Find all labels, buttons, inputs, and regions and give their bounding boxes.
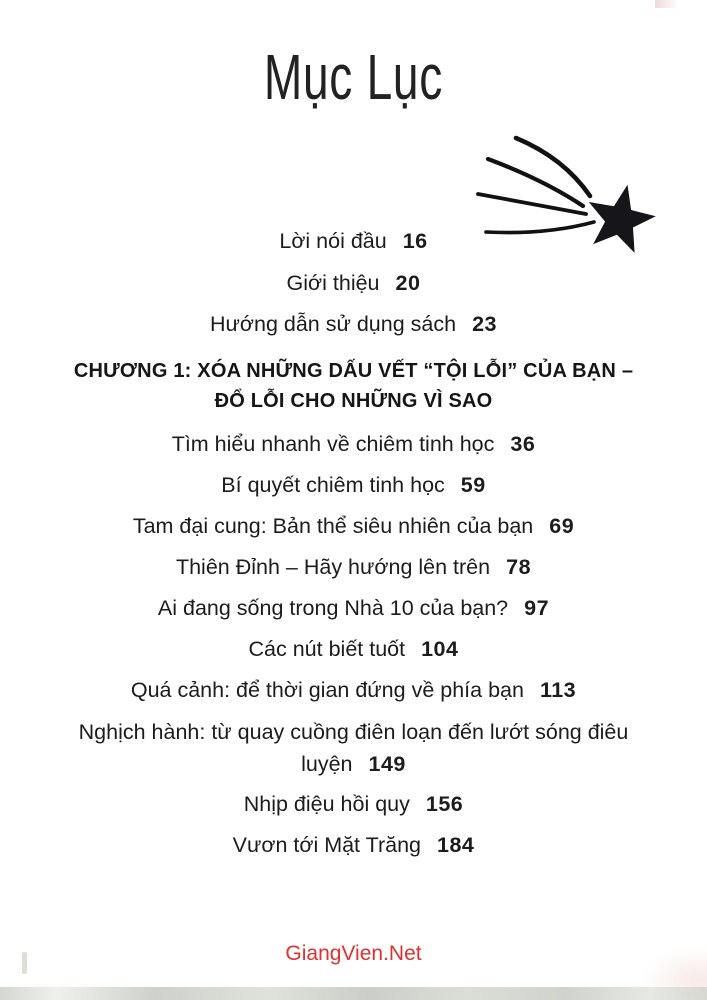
toc-entry-page-number: 78 (506, 555, 532, 579)
toc-entry (74, 588, 634, 629)
toc-entry (74, 506, 634, 547)
chapter-heading-line1: CHƯƠNG 1: XÓA NHỮNG DẤU VẾT “TỘI LỖI” CỦA BẠN – (73, 360, 634, 382)
toc-entry-label: Bí quyết chiêm tinh học (221, 473, 445, 497)
toc-entry (0, 304, 707, 346)
watermark-footer (0, 942, 707, 966)
chapter-heading (0, 356, 707, 416)
toc-entry (74, 424, 634, 465)
toc-entry-page-number: 149 (368, 752, 406, 776)
chapter-heading-line2: ĐỔ LỖI CHO NHỮNG VÌ SAO (214, 390, 493, 412)
toc-entry-page-number: 59 (460, 473, 486, 497)
toc-entry-label: Lời nói đầu (279, 229, 387, 253)
page-title: Mục Lục (263, 41, 444, 113)
toc-entry-label: Quá cảnh: để thời gian đứng về phía bạn (130, 678, 524, 702)
toc-entry-page-number: 104 (421, 637, 459, 661)
toc-entry (74, 670, 634, 711)
toc-entry-label: Thiên Đỉnh – Hãy hướng lên trên (175, 555, 491, 579)
toc-entry-page-number: 184 (437, 833, 475, 857)
toc-entry-page-number: 16 (402, 229, 428, 253)
toc-entry (74, 629, 634, 670)
toc-entry-label: Giới thiệu (286, 270, 380, 295)
scan-corner-artifact (655, 0, 679, 8)
toc-entry (0, 263, 707, 305)
toc-entry-page-number: 23 (472, 312, 497, 336)
page-title-wrap (0, 40, 707, 114)
toc-entry-page-number: 20 (395, 270, 421, 295)
toc-entry-label: Nghịch hành: từ quay cuồng điên loạn đến lướt sóng điêu luyện (78, 720, 629, 776)
toc-entry (74, 784, 634, 825)
watermark-link: GiangVien.Net (285, 942, 422, 965)
toc-entry (74, 547, 634, 588)
scan-edge-mark (22, 952, 27, 974)
toc-entry-page-number: 97 (524, 596, 550, 620)
toc-entry-label: Nhịp điệu hồi quy (243, 792, 410, 816)
toc-entry-label: Tìm hiểu nhanh về chiêm tinh học (171, 432, 495, 456)
toc-entry-label: Ai đang sống trong Nhà 10 của bạn? (157, 596, 509, 620)
toc-entry (74, 711, 634, 784)
front-matter-list (0, 221, 707, 346)
toc-entry-label: Các nút biết tuốt (248, 637, 406, 661)
toc-entry-page-number: 113 (539, 678, 577, 702)
toc-entry (74, 825, 634, 866)
chapter-entry-list (74, 424, 634, 866)
toc-entry-page-number: 36 (510, 432, 536, 456)
toc-entry-page-number: 69 (549, 514, 575, 538)
toc-entry-label: Vươn tới Mặt Trăng (232, 833, 421, 857)
toc-entry (74, 465, 634, 506)
toc-entry-label: Tam đại cung: Bản thể siêu nhiên của bạn (132, 514, 534, 538)
toc-entry-page-number: 156 (425, 792, 464, 816)
page-scan-edge (0, 987, 707, 1000)
toc-entry-label: Hướng dẫn sử dụng sách (209, 312, 457, 336)
toc-entry (0, 221, 707, 263)
